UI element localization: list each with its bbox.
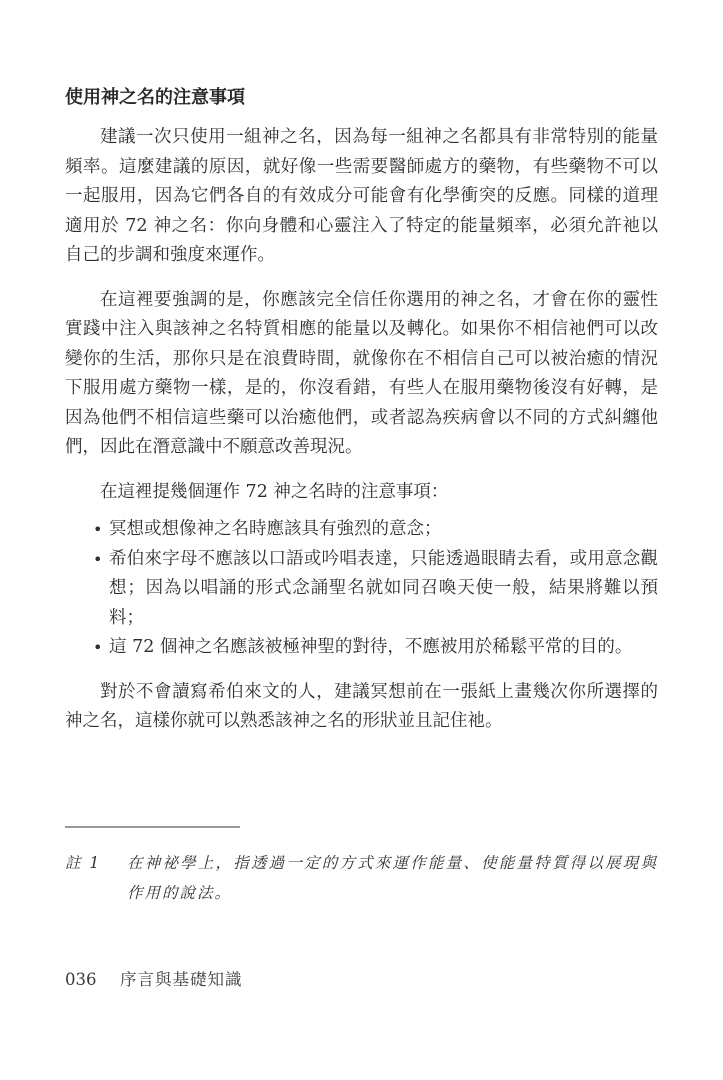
list-item-text: 希伯來字母不應該以口語或吟唱表達，只能透過眼睛去看，或用意念觀想；因為以唱誦的形式念誦聖名就如同召喚天使一般，結果將難以預料；: [109, 548, 658, 628]
footnote-area: [65, 826, 658, 908]
footnote-divider: [65, 826, 240, 828]
paragraph-closing: 對於不會讀寫希伯來文的人，建議冥想前在一張紙上畫幾次你所選擇的神之名，這樣你就可以熟悉該神之名的形狀並且記住祂。: [65, 681, 658, 731]
bullet-icon: •: [93, 549, 103, 569]
bullet-icon: •: [93, 520, 103, 539]
cautions-list: [65, 515, 658, 663]
list-item: [65, 515, 658, 545]
section-heading: 使用神之名的注意事項: [65, 87, 245, 108]
list-item: [65, 545, 658, 634]
list-item: [65, 633, 658, 663]
bullet-icon: •: [93, 638, 103, 657]
page-content: [65, 86, 658, 737]
page-number: 036: [65, 970, 97, 989]
footnote-text: 在神祕學上，指透過一定的方式來運作能量、使能量特質得以展現與作用的說法。: [127, 854, 658, 902]
running-section-title: 序言與基礎知識: [120, 970, 243, 989]
page-footer: [65, 966, 243, 990]
footnote-label: 註 1: [65, 854, 102, 872]
list-item-text: 這 72 個神之名應該被極神聖的對待，不應被用於稀鬆平常的目的。: [109, 637, 633, 657]
paragraph-2: 在這裡要強調的是，你應該完全信任你選用的神之名，才會在你的靈性實踐中注入與該神之名特質相應的能量以及轉化。如果你不相信祂們可以改變你的生活，那你只是在浪費時間，就像你在不相信自己可以被治癒的情況下服用處方藥物一樣，是的，你沒看錯，有些人在服用藥物後沒有好轉，是因為他們不相信這些藥可以治癒他們，或者認為疾病會以不同的方式糾纏他們，因此在潛意識中不願意改善現況。: [65, 289, 658, 457]
paragraph-3-list-intro: 在這裡提幾個運作 72 神之名時的注意事項：: [100, 481, 449, 502]
paragraph-1: 建議一次只使用一組神之名，因為每一組神之名都具有非常特別的能量頻率。這麼建議的原因，就好像一些需要醫師處方的藥物，有些藥物不可以一起服用，因為它們各自的有效成分可能會有化學衝突的反應。同樣的道理適用於 72 神之名：你向身體和心靈注入了特定的能量頻率，必須允許祂以自己的步調和強度來運作。: [65, 127, 658, 265]
list-item-text: 冥想或想像神之名時應該具有強烈的意念；: [109, 519, 442, 539]
footnote: [65, 848, 658, 908]
